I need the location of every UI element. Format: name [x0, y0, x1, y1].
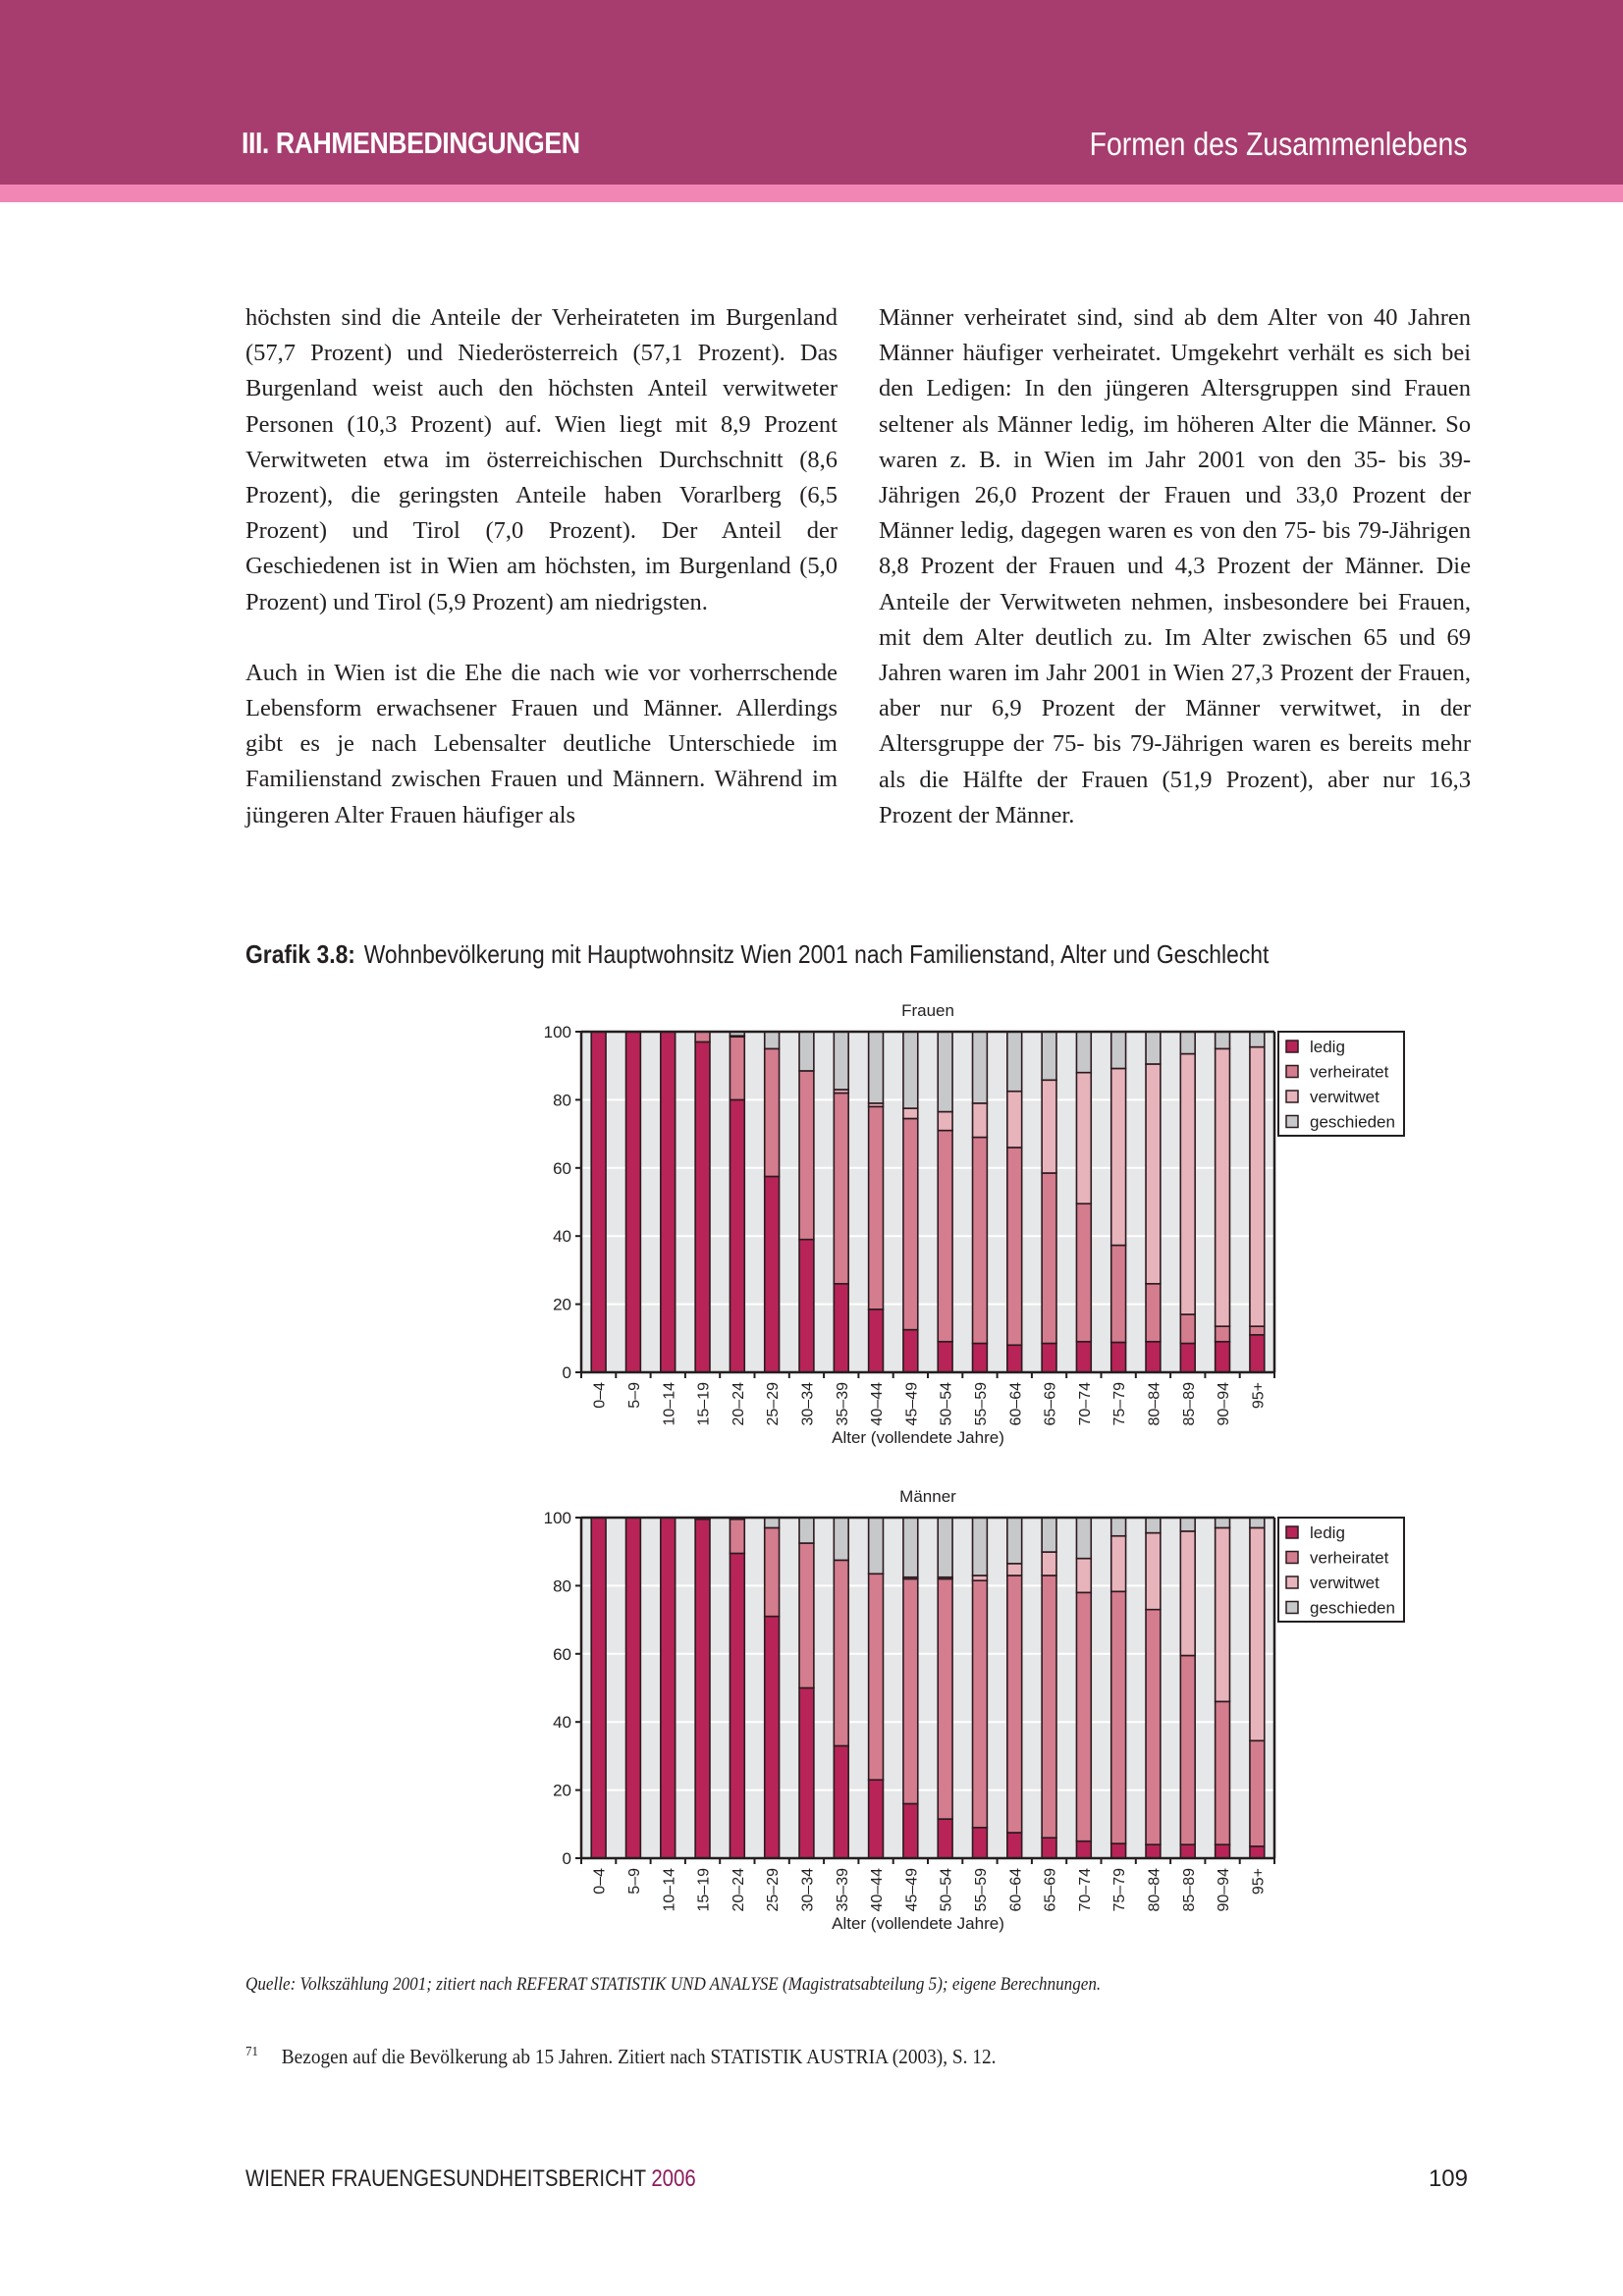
bar-segment-geschieden: [1250, 1032, 1265, 1047]
x-axis-label: Alter (vollendete Jahre): [832, 1428, 1004, 1447]
bar-segment-verwitwet: [1042, 1080, 1056, 1173]
legend: [1278, 1518, 1404, 1622]
x-tick-label: 10–14: [661, 1868, 678, 1912]
bar-segment-geschieden: [903, 1518, 918, 1577]
legend-label: verwitwet: [1310, 1088, 1380, 1106]
y-tick-label: 80: [553, 1091, 571, 1110]
bar-segment-ledig: [903, 1803, 918, 1858]
x-tick-label: 30–34: [799, 1382, 817, 1426]
y-tick-label: 40: [553, 1227, 571, 1247]
y-tick-label: 60: [553, 1644, 571, 1664]
bar-segment-ledig: [869, 1780, 884, 1858]
bar-segment-ledig: [1042, 1838, 1056, 1858]
bar-segment-geschieden: [1042, 1032, 1056, 1080]
x-tick-label: 30–34: [799, 1868, 817, 1912]
bar-segment-ledig: [1216, 1342, 1230, 1372]
section-title: III. RAHMENBEDINGUNGEN: [242, 126, 580, 160]
legend-label: ledig: [1310, 1523, 1345, 1542]
bar-segment-ledig: [1076, 1842, 1091, 1858]
x-tick-label: 0–4: [591, 1868, 609, 1895]
plot-background: [581, 1518, 1274, 1858]
y-tick-label: 100: [543, 1509, 571, 1527]
x-tick-label: 10–14: [661, 1382, 678, 1426]
bar-segment-verheiratet: [1146, 1284, 1161, 1342]
header-stripe: [0, 185, 1623, 202]
bar-segment-ledig: [834, 1745, 848, 1858]
bar-segment-geschieden: [765, 1032, 780, 1048]
figure-label: Grafik 3.8:: [245, 939, 355, 969]
y-tick-label: 60: [553, 1158, 571, 1178]
x-tick-label: 15–19: [695, 1382, 713, 1426]
bar-segment-ledig: [1111, 1342, 1126, 1372]
bar-segment-verheiratet: [1146, 1610, 1161, 1844]
bar-segment-geschieden: [1042, 1518, 1056, 1552]
x-tick-label: 85–89: [1180, 1382, 1198, 1426]
bar-segment-geschieden: [834, 1518, 848, 1560]
x-tick-label: 45–49: [903, 1868, 921, 1912]
x-tick-label: 45–49: [903, 1382, 921, 1426]
bar-segment-verheiratet: [799, 1543, 814, 1687]
x-tick-label: 35–39: [834, 1382, 851, 1426]
legend-swatch-verheiratet: [1286, 1066, 1298, 1078]
x-tick-label: 85–89: [1180, 1868, 1198, 1912]
bar-segment-ledig: [973, 1828, 988, 1858]
bar-segment-verheiratet: [765, 1048, 780, 1176]
x-tick-label: 65–69: [1042, 1382, 1059, 1426]
x-tick-label: 20–24: [730, 1382, 747, 1426]
bar-segment-ledig: [730, 1099, 744, 1372]
legend-label: verheiratet: [1310, 1062, 1389, 1082]
legend-swatch-verheiratet: [1286, 1552, 1298, 1564]
x-axis-label: Alter (vollendete Jahre): [832, 1914, 1004, 1933]
bar-segment-ledig: [834, 1284, 848, 1372]
bar-segment-ledig: [799, 1688, 814, 1859]
text-column-left: [245, 300, 838, 869]
x-tick-label: 90–94: [1216, 1382, 1233, 1426]
y-tick-label: 20: [553, 1295, 571, 1314]
bar-segment-verwitwet: [1111, 1536, 1126, 1592]
topic-title: Formen des Zusammenlebens: [1090, 126, 1468, 162]
bar-segment-verheiratet: [730, 1520, 744, 1554]
bar-segment-geschieden: [1216, 1518, 1230, 1527]
x-tick-label: 80–84: [1146, 1868, 1163, 1912]
x-tick-label: 55–59: [972, 1382, 990, 1426]
page-number: 109: [1428, 2165, 1468, 2192]
bar-segment-ledig: [1250, 1335, 1265, 1372]
x-tick-label: 50–54: [938, 1868, 955, 1912]
bar-segment-verwitwet: [1076, 1559, 1091, 1593]
bar-segment-verheiratet: [1180, 1656, 1195, 1845]
bar-segment-verheiratet: [799, 1071, 814, 1240]
bar-segment-ledig: [591, 1032, 606, 1372]
bar-segment-verheiratet: [1042, 1173, 1056, 1344]
bar-segment-verheiratet: [938, 1578, 952, 1819]
bar-segment-verwitwet: [1042, 1552, 1056, 1575]
chart-frauen-svg: [520, 991, 1502, 1453]
bar-segment-verheiratet: [973, 1138, 988, 1344]
figure-caption: [245, 939, 1269, 970]
x-tick-label: 80–84: [1146, 1382, 1163, 1426]
bar-segment-verheiratet: [1042, 1575, 1056, 1838]
bar-segment-ledig: [799, 1240, 814, 1372]
x-tick-label: 60–64: [1007, 1382, 1025, 1426]
legend-swatch-verwitwet: [1286, 1576, 1298, 1588]
figure-title: Wohnbevölkerung mit Hauptwohnsitz Wien 2001 nach Familienstand, Alter und Geschlecht: [363, 939, 1270, 969]
x-tick-label: 25–29: [765, 1382, 783, 1426]
bar-segment-geschieden: [938, 1518, 952, 1577]
x-tick-label: 5–9: [625, 1868, 643, 1895]
footnote-number: 71: [245, 2045, 258, 2059]
bar-segment-verwitwet: [1216, 1527, 1230, 1701]
bar-segment-verheiratet: [834, 1093, 848, 1283]
x-tick-label: 95+: [1250, 1382, 1268, 1410]
bar-segment-geschieden: [1180, 1032, 1195, 1054]
plot-background: [581, 1032, 1274, 1372]
paragraph: Männer verheiratet sind, sind ab dem Alter von 40 Jahren Männer häufiger verheiratet. Umgekehrt verhält es sich bei den Ledigen: In den jüngeren Altersgruppen sind Frauen seltener als Männer ledig, im höheren Alter die Männer. So waren z. B. in Wien im Jahr 2001 von den 35- bis 39-Jährigen 26,0 Prozent der Frauen und 33,0 Prozent der Männer ledig, dagegen waren es von den 75- bis 79-Jährigen 8,8 Prozent der Frauen und 4,3 Prozent der Männer. Die Anteile der Verwitweten nehmen, insbesondere bei Frauen, mit dem Alter deutlich zu. Im Alter zwischen 65 und 69 Jahren waren im Jahr 2001 in Wien 27,3 Prozent der Frauen, aber nur 6,9 Prozent der Männer verwitwet, in der Altersgruppe der 75- bis 79-Jährigen waren es bereits mehr als die Hälfte der Frauen (51,9 Prozent), aber nur 16,3 Prozent der Männer.: [879, 304, 1471, 828]
bar-segment-verheiratet: [834, 1560, 848, 1745]
x-tick-label: 90–94: [1216, 1868, 1233, 1912]
bar-segment-verheiratet: [903, 1578, 918, 1803]
bar-segment-geschieden: [834, 1032, 848, 1090]
bar-segment-geschieden: [1180, 1518, 1195, 1531]
x-tick-label: 70–74: [1076, 1382, 1094, 1426]
bar-segment-ledig: [1111, 1843, 1126, 1858]
bar-segment-verwitwet: [1007, 1564, 1022, 1575]
chart-maenner: [520, 1477, 1395, 1944]
bar-segment-geschieden: [799, 1518, 814, 1543]
bar-segment-ledig: [1180, 1844, 1195, 1858]
legend: [1278, 1032, 1404, 1136]
bar-segment-verwitwet: [1250, 1527, 1265, 1740]
legend-swatch-verwitwet: [1286, 1091, 1298, 1102]
bar-segment-geschieden: [973, 1032, 988, 1103]
publication-year: 2006: [651, 2165, 696, 2192]
paragraph: Auch in Wien ist die Ehe die nach wie vor vorherrschende Lebensform erwachsener Frauen und Männer. Allerdings gibt es je nach Lebensalter deutliche Unterschiede im Familienstand zwischen Frauen und Männern. Während im jüngeren Alter Frauen häufiger als: [245, 659, 838, 828]
bar-segment-verwitwet: [973, 1103, 988, 1138]
x-tick-label: 70–74: [1076, 1868, 1094, 1912]
bar-segment-ledig: [695, 1041, 710, 1372]
x-tick-label: 20–24: [730, 1868, 747, 1912]
bar-segment-verheiratet: [938, 1131, 952, 1342]
x-tick-label: 75–79: [1111, 1868, 1129, 1912]
footnote: [245, 2045, 996, 2069]
bar-segment-verwitwet: [903, 1108, 918, 1118]
bar-segment-ledig: [1216, 1844, 1230, 1858]
bar-segment-ledig: [1076, 1342, 1091, 1372]
bar-segment-geschieden: [1076, 1518, 1091, 1559]
bar-segment-verwitwet: [1180, 1531, 1195, 1656]
legend-swatch-ledig: [1286, 1041, 1298, 1052]
bar-segment-geschieden: [799, 1032, 814, 1071]
bar-segment-geschieden: [1146, 1032, 1161, 1064]
y-tick-label: 80: [553, 1576, 571, 1596]
bar-segment-geschieden: [938, 1032, 952, 1112]
bar-segment-geschieden: [1250, 1518, 1265, 1527]
bar-segment-ledig: [1180, 1344, 1195, 1372]
bar-segment-verheiratet: [1007, 1148, 1022, 1345]
y-tick-label: 20: [553, 1781, 571, 1800]
text-column-right: [879, 300, 1471, 869]
bar-segment-verwitwet: [1076, 1073, 1091, 1204]
legend-label: verwitwet: [1310, 1574, 1380, 1592]
bar-segment-ledig: [1007, 1833, 1022, 1858]
bar-segment-geschieden: [1111, 1032, 1126, 1068]
x-tick-label: 50–54: [938, 1382, 955, 1426]
bar-segment-ledig: [869, 1309, 884, 1372]
bar-segment-verheiratet: [1250, 1740, 1265, 1846]
y-tick-label: 100: [543, 1023, 571, 1041]
bar-segment-ledig: [730, 1553, 744, 1858]
bar-segment-geschieden: [1111, 1518, 1126, 1536]
bar-segment-verheiratet: [1076, 1592, 1091, 1841]
bar-segment-verheiratet: [1250, 1326, 1265, 1335]
bar-segment-ledig: [626, 1032, 641, 1372]
bar-segment-ledig: [1146, 1342, 1161, 1372]
x-tick-label: 40–44: [869, 1382, 887, 1426]
bar-segment-geschieden: [1146, 1518, 1161, 1533]
bar-segment-verwitwet: [1146, 1064, 1161, 1284]
bar-segment-ledig: [661, 1032, 676, 1372]
bar-segment-geschieden: [973, 1518, 988, 1575]
bar-segment-geschieden: [903, 1032, 918, 1108]
bar-segment-ledig: [1042, 1344, 1056, 1372]
legend-swatch-geschieden: [1286, 1602, 1298, 1614]
chart-title: Männer: [899, 1487, 956, 1506]
legend-label: geschieden: [1310, 1112, 1395, 1132]
bar-segment-geschieden: [869, 1032, 884, 1103]
x-tick-label: 65–69: [1042, 1868, 1059, 1912]
bar-segment-ledig: [973, 1344, 988, 1372]
bar-segment-verwitwet: [1250, 1047, 1265, 1327]
footnote-text: Bezogen auf die Bevölkerung ab 15 Jahren. Zitiert nach STATISTIK AUSTRIA (2003), S. 12.: [281, 2045, 997, 2068]
bar-segment-verwitwet: [1180, 1054, 1195, 1314]
bar-segment-verheiratet: [695, 1032, 710, 1041]
y-tick-label: 0: [562, 1849, 571, 1868]
bar-segment-verwitwet: [1146, 1533, 1161, 1610]
bar-segment-geschieden: [1076, 1032, 1091, 1073]
bar-segment-verheiratet: [869, 1574, 884, 1780]
x-tick-label: 75–79: [1111, 1382, 1129, 1426]
bar-segment-geschieden: [1007, 1032, 1022, 1092]
bar-segment-verheiratet: [903, 1118, 918, 1329]
bar-segment-ledig: [903, 1330, 918, 1372]
bar-segment-ledig: [591, 1518, 606, 1858]
x-tick-label: 35–39: [834, 1868, 851, 1912]
bar-segment-verwitwet: [1111, 1068, 1126, 1245]
x-tick-label: 60–64: [1007, 1868, 1025, 1912]
bar-segment-verheiratet: [730, 1037, 744, 1099]
x-tick-label: 95+: [1250, 1868, 1268, 1896]
x-tick-label: 40–44: [869, 1868, 887, 1912]
bar-segment-ledig: [1007, 1345, 1022, 1372]
legend-swatch-geschieden: [1286, 1116, 1298, 1128]
bar-segment-verheiratet: [1076, 1203, 1091, 1342]
chart-title: Frauen: [901, 1001, 954, 1020]
x-tick-label: 15–19: [695, 1868, 713, 1912]
chart-maenner-svg: [520, 1477, 1502, 1939]
legend-swatch-ledig: [1286, 1526, 1298, 1538]
x-tick-label: 25–29: [765, 1868, 783, 1912]
bar-segment-verheiratet: [1111, 1591, 1126, 1843]
legend-label: ledig: [1310, 1038, 1345, 1056]
bar-segment-verheiratet: [1216, 1701, 1230, 1844]
bar-segment-verheiratet: [869, 1106, 884, 1308]
x-tick-label: 55–59: [972, 1868, 990, 1912]
bar-segment-verwitwet: [938, 1112, 952, 1131]
bar-segment-geschieden: [765, 1518, 780, 1527]
source-note: Quelle: Volkszählung 2001; zitiert nach REFERAT STATISTIK UND ANALYSE (Magistratsabteilung 5); eigene Berechnungen.: [245, 1974, 1102, 1995]
y-tick-label: 40: [553, 1713, 571, 1733]
bar-segment-ledig: [765, 1617, 780, 1858]
bar-segment-ledig: [1146, 1844, 1161, 1858]
chart-frauen: [520, 991, 1395, 1458]
bar-segment-verheiratet: [1216, 1326, 1230, 1342]
bar-segment-geschieden: [1007, 1518, 1022, 1564]
paragraph: höchsten sind die Anteile der Verheirateten im Burgenland (57,7 Prozent) und Niederösterreich (57,1 Prozent). Das Burgenland weist auch den höchsten Anteil verwitweter Personen (10,3 Prozent) auf. Wien liegt mit 8,9 Prozent Verwitweten etwa im österreichischen Durchschnitt (8,6 Prozent), die geringsten Anteile haben Vorarlberg (6,5 Prozent) und Tirol (7,0 Prozent). Der Anteil der Geschiedenen ist in Wien am höchsten, im Burgenland (5,0 Prozent) und Tirol (5,9 Prozent) am niedrigsten.: [245, 304, 838, 615]
x-tick-label: 5–9: [625, 1382, 643, 1409]
legend-label: verheiratet: [1310, 1548, 1389, 1568]
bar-segment-verheiratet: [1111, 1246, 1126, 1343]
bar-segment-ledig: [938, 1819, 952, 1858]
bar-segment-ledig: [938, 1342, 952, 1372]
bar-segment-geschieden: [1216, 1032, 1230, 1048]
bar-segment-ledig: [1250, 1846, 1265, 1858]
legend-label: geschieden: [1310, 1598, 1395, 1618]
publication-name: WIENER FRAUENGESUNDHEITSBERICHT: [245, 2165, 646, 2192]
publication-footer: [245, 2165, 696, 2193]
y-tick-label: 0: [562, 1363, 571, 1382]
bar-segment-ledig: [765, 1176, 780, 1372]
bar-segment-ledig: [661, 1518, 676, 1858]
x-tick-label: 0–4: [591, 1382, 609, 1409]
bar-segment-ledig: [626, 1518, 641, 1858]
bar-segment-verheiratet: [973, 1580, 988, 1828]
bar-segment-verheiratet: [765, 1527, 780, 1616]
bar-segment-ledig: [695, 1520, 710, 1858]
bar-segment-geschieden: [869, 1518, 884, 1574]
bar-segment-verheiratet: [1007, 1575, 1022, 1833]
bar-segment-verwitwet: [1216, 1048, 1230, 1326]
bar-segment-verwitwet: [1007, 1092, 1022, 1148]
bar-segment-verheiratet: [1180, 1314, 1195, 1343]
